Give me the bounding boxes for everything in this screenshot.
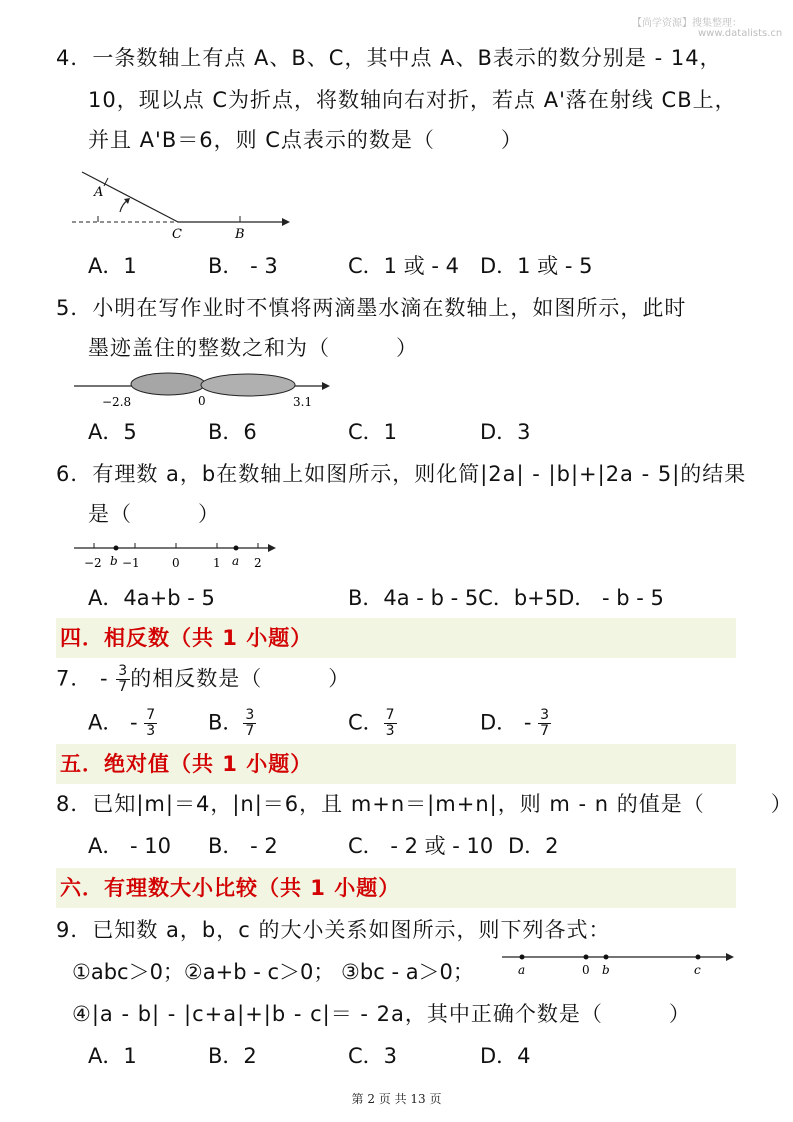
q7-option-d-num: 3 [540, 707, 550, 723]
q7-option-c-den: 3 [385, 723, 395, 739]
watermark-url: www.datalists.cn [698, 28, 783, 39]
q5-line2: 墨迹盖住的整数之和为（ ） [88, 336, 418, 360]
q6-label-0: 0 [172, 556, 180, 570]
q6-option-b: B．4a - b - 5C．b+5D． - b - 5 [348, 586, 664, 610]
q6-label-a: a [232, 554, 240, 568]
q6-option-a: A．4a+b - 5 [88, 586, 215, 610]
q7-option-d-fraction [538, 708, 551, 739]
watermark-text: 【尚学资源】搜集整理： [632, 18, 742, 29]
q5-option-d: D．3 [480, 420, 531, 444]
q7-prefix: 7． - [56, 666, 117, 691]
q5-ink-figure [72, 368, 342, 410]
q7-option-c-num: 7 [385, 707, 395, 723]
q9-number-line [498, 948, 740, 978]
q7-option-a-label: A． - [88, 710, 145, 735]
q4-line1: 4．一条数轴上有点 A、B、C，其中点 A、B表示的数分别是 - 14， [56, 46, 722, 70]
q7-option-a-num: 7 [146, 707, 156, 723]
q6-label-2: 2 [254, 556, 262, 570]
q5-option-c: C．1 [348, 420, 398, 444]
q5-ink-blot-left [131, 373, 205, 395]
q9-point-b [604, 955, 609, 960]
q9-point-0 [584, 955, 589, 960]
q9-axis-arrow [726, 953, 734, 961]
section-heading-5 [56, 744, 736, 784]
q7-option-b [208, 708, 256, 739]
q7-option-c [348, 708, 397, 739]
q8-option-c: C． - 2 或 - 10 [348, 834, 494, 858]
q9-option-c: C．3 [348, 1044, 398, 1068]
q5-option-b: B．6 [208, 420, 257, 444]
section-heading-4 [56, 618, 736, 658]
q4-label-c: C [172, 227, 182, 242]
q5-ink-blot-right [201, 374, 295, 396]
q4-label-b: B [235, 227, 245, 242]
section-heading-6-text: 六．有理数大小比较（共 1 小题） [60, 876, 401, 900]
q6-label-m1: −1 [122, 556, 140, 570]
q5-label-left: −2.8 [102, 395, 132, 409]
section-heading-4-text: 四．相反数（共 1 小题） [60, 626, 313, 650]
q4-option-b: B． - 3 [208, 254, 278, 278]
q7-line1 [56, 664, 350, 695]
q6-label-m2: −2 [84, 556, 102, 570]
q4-option-a: A．1 [88, 254, 137, 278]
q7-option-d-label: D． - [480, 710, 539, 735]
q7-option-b-den: 7 [245, 723, 255, 739]
q8-option-a: A． - 10 [88, 834, 172, 858]
q9-label-c: c [694, 963, 701, 977]
q7-option-b-fraction [243, 708, 256, 739]
section-heading-6 [56, 868, 736, 908]
q4-option-c: C．1 或 - 4 [348, 254, 459, 278]
q4-label-a: A [94, 185, 104, 200]
q5-option-a: A．5 [88, 420, 137, 444]
q5-label-right: 3.1 [293, 395, 313, 409]
q4-fold-figure [68, 166, 298, 242]
q9-option-a: A．1 [88, 1044, 137, 1068]
page-footer: 第 2 页 共 13 页 [351, 1092, 442, 1106]
q7-option-a-fraction [144, 708, 157, 739]
section-heading-5-text: 五．绝对值（共 1 小题） [60, 752, 313, 776]
q9-label-0: 0 [582, 963, 590, 977]
q7-option-b-label: B． [208, 710, 244, 735]
q9-point-a [520, 955, 525, 960]
q4-option-d: D．1 或 - 5 [480, 254, 593, 278]
q9-label-a: a [518, 963, 526, 977]
q7-fraction [116, 664, 130, 695]
q7-option-d-den: 7 [540, 723, 550, 739]
q7-option-a [88, 708, 157, 739]
q5-label-zero: 0 [198, 394, 206, 408]
q9-option-b: B．2 [208, 1044, 257, 1068]
q4-line2: 10，现以点 C为折点，将数轴向右对折，若点 A'落在射线 CB上， [88, 88, 737, 112]
q7-fraction-den: 7 [118, 679, 129, 695]
q6-number-line [72, 538, 284, 572]
q6-axis-arrow [268, 544, 276, 552]
q9-line2: ①abc＞0；②a+b - c＞0； ③bc - a＞0； [72, 960, 474, 984]
q9-line3: ④|a - b| - |c+a|+|b - c|＝ - 2a，其中正确个数是（ ） [72, 1002, 691, 1026]
q9-option-d: D．4 [480, 1044, 531, 1068]
q6-label-b: b [110, 554, 118, 568]
q7-suffix: 的相反数是（ ） [130, 666, 351, 691]
q6-point-b [114, 546, 119, 551]
q7-option-a-den: 3 [146, 723, 156, 739]
q7-option-c-label: C． [348, 710, 384, 735]
q9-line1: 9．已知数 a，b，c 的大小关系如图所示，则下列各式： [56, 918, 611, 942]
q7-option-b-num: 3 [245, 707, 255, 723]
q7-fraction-num: 3 [118, 663, 129, 679]
q5-axis-arrow [322, 382, 330, 390]
q8-line1: 8．已知|m|＝4，|n|＝6，且 m+n＝|m+n|，则 m - n 的值是（ ） [56, 792, 793, 816]
q4-axis-arrow [282, 218, 290, 226]
q6-label-1: 1 [213, 556, 221, 570]
q7-option-d [480, 708, 551, 739]
q7-option-c-fraction [384, 708, 397, 739]
q9-label-b: b [602, 963, 610, 977]
q8-option-d: D．2 [508, 834, 559, 858]
q6-point-a [234, 546, 239, 551]
q9-point-c [696, 955, 701, 960]
q8-option-b: B． - 2 [208, 834, 278, 858]
q6-line1: 6．有理数 a，b在数轴上如图所示，则化简|2a| - |b|+|2a - 5|的结果 [56, 462, 747, 486]
q5-line1: 5．小明在写作业时不慎将两滴墨水滴在数轴上，如图所示，此时 [56, 296, 687, 320]
q6-line2: 是（ ） [88, 502, 220, 526]
q4-line3: 并且 A'B＝6，则 C点表示的数是（ ） [88, 128, 523, 152]
